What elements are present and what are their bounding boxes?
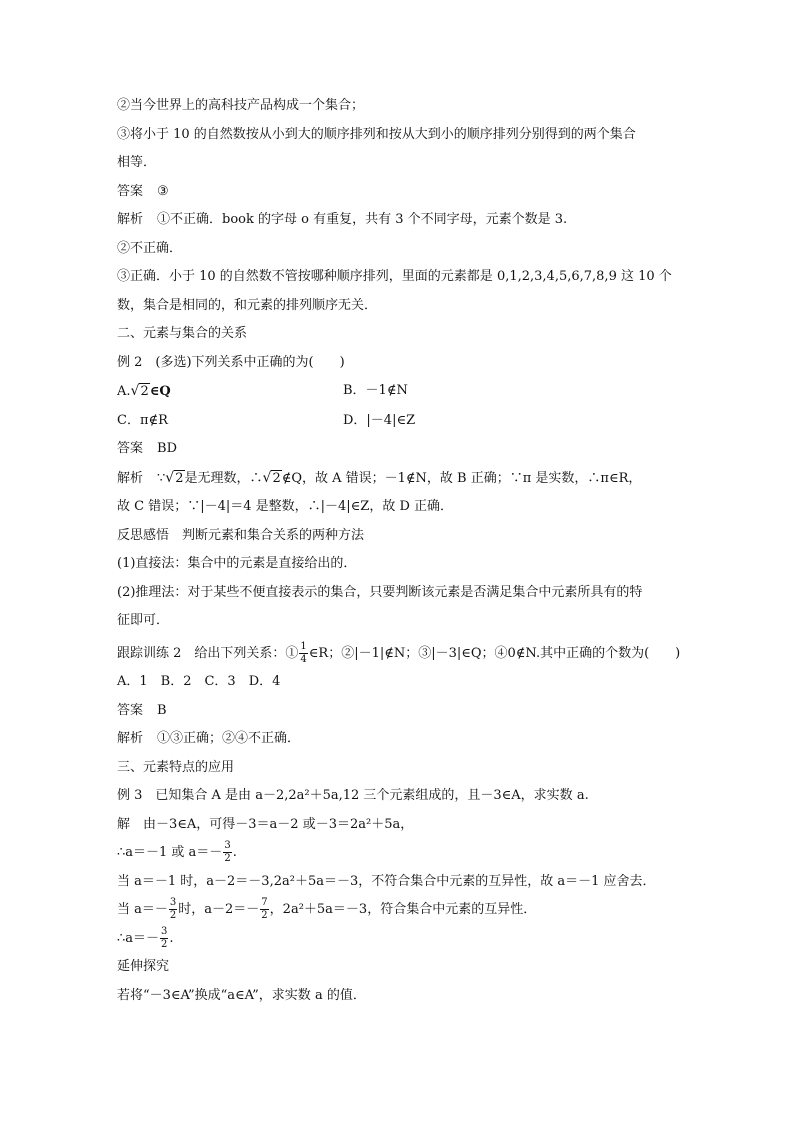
analysis-text: ①不正确．book 的字母 o 有重复，共有 3 个不同字母，元素个数是 3. [157, 212, 568, 227]
solution-line: 解 由－3∈A，可得－3＝a－2 或－3＝2a²＋5a， [117, 816, 414, 832]
fraction: $\frac{7}{2}$ [261, 897, 268, 921]
reflection-heading: 反思感悟 判断元素和集合关系的两种方法 [117, 527, 365, 543]
text-line: 征即可． [117, 613, 170, 628]
options-row [117, 407, 677, 436]
example-question: 例 3 已知集合 A 是由 a－2,2a²＋5a,12 三个元素组成的，且－3∈A，求实数 a. [117, 788, 589, 803]
fraction: $\frac{3}{2}$ [224, 840, 231, 864]
example-question: 例 2 (多选)下列关系中正确的为( ) [117, 354, 345, 370]
solution-line: ∴a＝－1 或 a＝－ $\frac{3}{2}$ . [117, 840, 237, 864]
section-heading: 三、元素特点的应用 [117, 759, 235, 775]
option-a: A.√2∈Q [117, 377, 343, 407]
options-row [117, 377, 677, 407]
analysis-line: 解析 ∵√2是无理数，∴√2∉Q，故 A 错误；－1∉N，故 B 正确；∵π 是实数，∴π∈R， [117, 464, 677, 494]
document-page [117, 92, 681, 1010]
analysis-label: 解析 [117, 212, 144, 227]
text-line: ③将小于 10 的自然数按从小到大的顺序排列和按从大到小的顺序排列分别得到的两个集合 [117, 126, 636, 142]
answer-line [117, 178, 677, 207]
text-line: ②当今世界上的高科技产品构成一个集合； [117, 98, 365, 113]
option-b: B．－1∉N [343, 383, 408, 398]
text-line: ②不正确． [117, 240, 183, 256]
solution-line: 当 a＝－ $\frac{3}{2}$ 时，a－2＝－ $\frac{7}{2}$ ，2a²＋5a＝－3，符合集合中元素的互异性． [117, 897, 537, 921]
answer-value: B [157, 702, 167, 718]
analysis-line [117, 206, 677, 235]
fraction: $\frac{3}{2}$ [161, 925, 168, 950]
analysis-label: 解析 [117, 731, 144, 746]
text-line: 数，集合是相同的，和元素的排列顺序无关． [117, 297, 378, 313]
extension-question: 若将“－3∈A”换成“a∈A”，求实数 a 的值． [117, 987, 366, 1003]
option-c: C．π∉R [117, 412, 168, 428]
section-heading: 二、元素与集合的关系 [117, 326, 248, 341]
fraction: $\frac{1}{4}$ [300, 640, 307, 665]
text-line: ③正确．小于 10 的自然数不管按哪种顺序排列，里面的元素都是 0,1,2,3,4,5,6,7,8,9 这 10 个 [117, 269, 672, 284]
text-line: 相等． [117, 155, 157, 170]
solution-line: 当 a＝－1 时，a－2＝－3,2a²＋5a＝－3，不符合集合中元素的互异性，故 a＝－1 应舍去． [117, 873, 656, 889]
method-item: (1)直接法：集合中的元素是直接给出的． [117, 556, 357, 571]
answer-label: 答案 [117, 441, 144, 456]
sqrt-expression: √2 [130, 383, 149, 399]
analysis-line [117, 725, 677, 754]
answer-label: 答案 [117, 702, 144, 718]
answer-label: 答案 [117, 183, 144, 199]
solution-line: ∴a＝－ $\frac{3}{2}$ . [117, 925, 174, 950]
practice-options: A．1 B．2 C．3 D．4 [117, 674, 281, 689]
answer-value: BD [157, 441, 177, 456]
extension-heading: 延伸探究 [117, 959, 170, 974]
text-line: 故 C 错误；∵|－4|＝4 是整数，∴|－4|∈Z，故 D 正确． [117, 499, 454, 514]
sqrt-expression: √2 [165, 469, 184, 486]
fraction: $\frac{3}{2}$ [169, 897, 177, 921]
practice-question: 跟踪训练 2 给出下列关系：① $\frac{1}{4}$ ∈R；②|－1|∉N；③|－3|∈Q；④0∉N.其中正确的个数为( ) [117, 640, 681, 665]
analysis-label: 解析 [117, 470, 144, 486]
answer-value: ③ [157, 183, 169, 199]
analysis-text: ①③正确；②④不正确． [157, 731, 301, 746]
sqrt-expression: √2 [262, 469, 281, 486]
option-d: D．|－4|∈Z [343, 412, 416, 428]
answer-line [117, 697, 677, 726]
answer-line [117, 435, 677, 464]
method-item: (2)推理法：对于某些不便直接表示的集合，只要判断该元素是否满足集合中元素所具有的特 [117, 584, 643, 600]
